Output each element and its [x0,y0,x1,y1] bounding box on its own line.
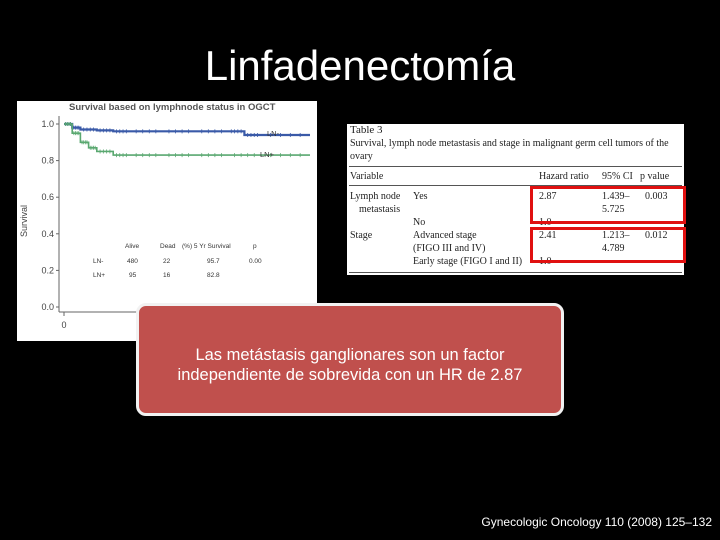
stats-header-survival: (%) 5 Yr Survival [182,243,231,250]
stats-cell: 0.00 [249,258,262,265]
stats-cell: 82.8 [207,272,220,279]
table-cell: metastasis [359,204,401,215]
table-cell: 5.725 [602,204,625,215]
callout-line: independiente de sobrevida con un HR de 2.87 [177,366,523,384]
stats-cell: 22 [163,258,171,265]
stats-header-p: p [253,243,257,250]
y-tick-label: 0.2 [41,265,54,276]
table-cell: No [413,217,426,228]
curve-label-ln-neg: LN- [267,129,280,138]
table-cell: (FIGO III and IV) [413,243,486,254]
stats-header-alive: Alive [125,243,140,250]
table-cell: Advanced stage [413,230,477,241]
callout-line: Las metástasis ganglionares son un factor [195,346,505,364]
table-rule-top [349,166,682,167]
table-rule-bottom [349,272,682,273]
stats-cell: 95 [129,272,137,279]
table-header-p: p value [640,171,670,182]
stats-cell: LN- [93,258,104,265]
highlight-box-lymph-node [530,186,686,224]
slide-title: Linfadenectomía [204,42,516,89]
table-header-hr: Hazard ratio [539,171,589,182]
y-tick-label: 0.0 [41,302,54,312]
table3-panel [347,124,684,275]
table-header-ci: 95% CI [602,171,633,182]
table-cell: 1.439– [602,191,630,202]
table-cell: – [602,217,607,228]
y-tick-label: 0.4 [41,228,54,239]
table-caption-cont: ovary [350,151,373,162]
stats-cell: LN+ [93,272,106,279]
y-tick-label: 1.0 [41,119,54,129]
table-caption: Survival, lymph node metastasis and stage in malignant germ cell tumors of the [350,138,669,149]
table-cell: 2.41 [539,230,557,241]
table-cell: 2.87 [539,191,557,202]
table-cell: Yes [413,191,428,202]
table-cell: 1.213– [602,230,630,241]
callout-text [139,345,561,385]
x-tick-label: 0 [61,320,67,330]
table-cell: Early stage (FIGO I and II) [413,256,523,267]
table-cell: 1.0 [539,217,552,228]
table-cell: – [602,256,607,267]
y-tick-label: 0.8 [41,155,54,166]
stats-cell: 480 [127,258,138,265]
stats-cell: 16 [163,272,171,279]
y-tick-label: 0.6 [41,192,54,203]
table-cell: Stage [350,230,373,241]
table-cell: 1.0 [539,256,552,267]
table-cell: Lymph node [350,191,401,202]
stats-cell: 95.7 [207,258,220,265]
callout-box [136,303,564,416]
citation: Gynecologic Oncology 110 (2008) 125–132 [481,515,712,529]
table-cell: 4.789 [602,243,625,254]
y-axis-label: Survival [19,204,29,238]
chart-title: Survival based on lymphnode status in OGCT [69,102,276,113]
table-cell: 0.003 [645,191,668,202]
table-cell: 0.012 [645,230,668,241]
table-header-variable: Variable [350,171,384,182]
highlight-box-stage [530,227,686,263]
curve-label-ln-pos: LN+ [260,150,274,159]
table-heading: Table 3 [350,124,383,136]
stats-header-dead: Dead [160,243,176,250]
